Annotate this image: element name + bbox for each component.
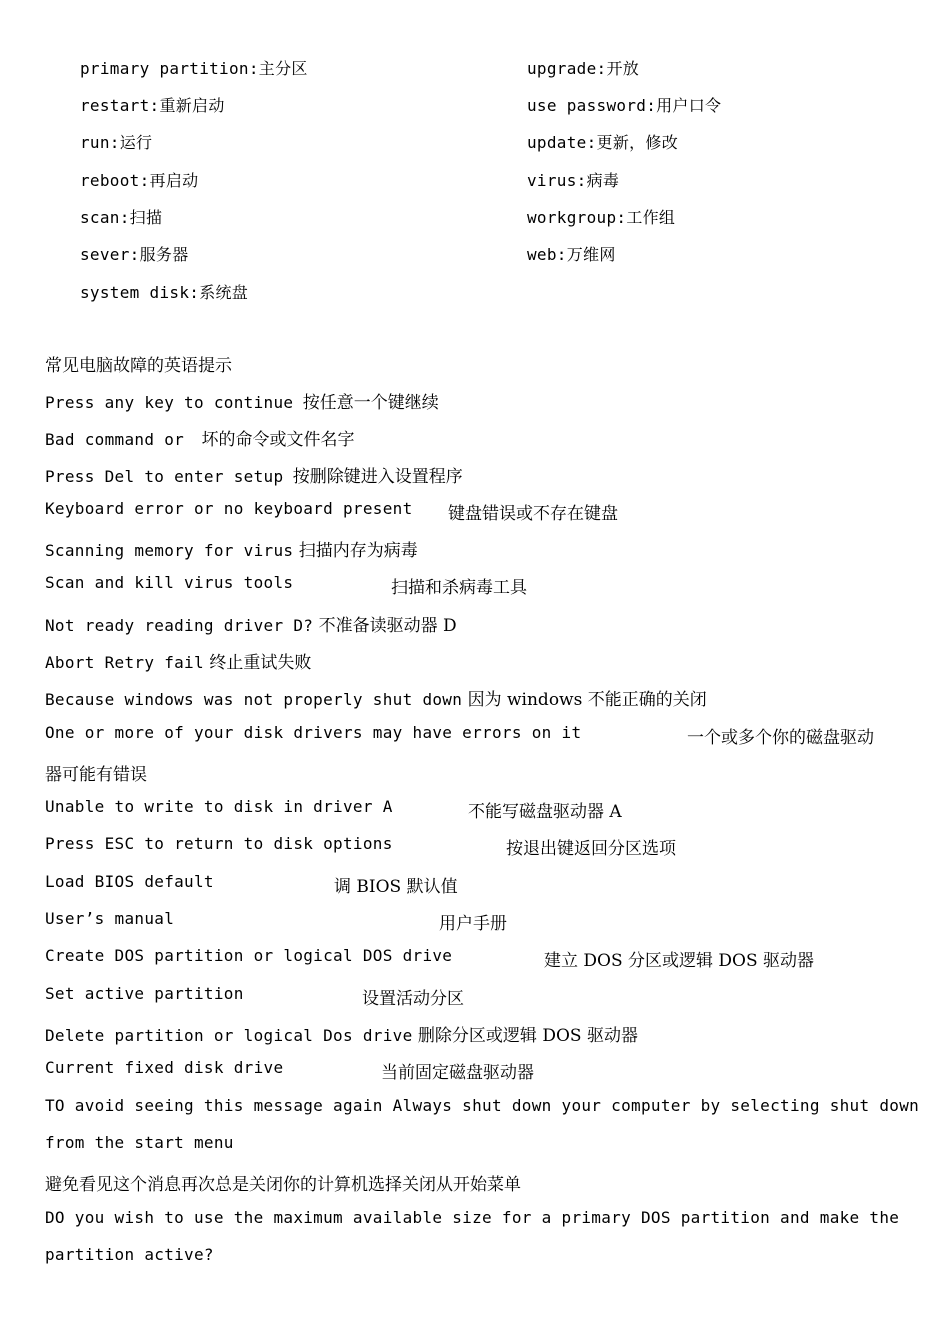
long-message-en: TO avoid seeing this message again Always shut down your computer by selecting shut down [45,1096,920,1115]
message-zh: 删除分区或逻辑 DOS 驱动器 [417,1026,638,1046]
message-zh: 按任意一个键继续 [302,393,439,413]
message-zh: 不准备读驱动器 D [318,616,457,636]
long-message-zh: 避免看见这个消息再次总是关闭你的计算机选择关闭从开始菜单 [45,1175,521,1195]
final-question-text: partition active? [45,1245,214,1264]
message-line [45,648,311,673]
message-en: Bad command or [45,430,185,449]
message-en: Scanning memory for virus [45,541,294,560]
message-en: Set active partition [45,984,244,1003]
message-zh: 不能写磁盘驱动器 A [468,802,622,822]
message-zh: 按退出键返回分区选项 [506,839,676,859]
glossary-item: primary partition:主分区 [80,59,308,78]
message-en: Scan and kill virus tools [45,573,294,592]
final-question-line-continued [45,1245,214,1265]
glossary-item: upgrade:开放 [527,59,640,78]
message-en: One or more of your disk drivers may have errors on it [45,723,582,742]
message-en: User’s manual [45,909,175,928]
message-line [45,797,393,817]
message-zh: 当前固定磁盘驱动器 [381,1063,534,1083]
message-en: Create DOS partition or logical DOS drive [45,946,453,965]
message-line [45,946,452,966]
message-en: Abort Retry fail [45,653,204,672]
message-zh: 坏的命令或文件名字 [201,430,355,450]
message-line [45,984,244,1004]
glossary-item: system disk:系统盘 [80,283,249,302]
section-title: 常见电脑故障的英语提示 [45,356,232,376]
long-message-line-continued [45,1133,234,1153]
message-line [45,1021,638,1046]
message-en: Press ESC to return to disk options [45,834,393,853]
message-line [45,388,439,413]
glossary-item: web:万维网 [527,245,616,264]
glossary-item: restart:重新启动 [80,96,225,115]
message-zh: 扫描内存为病毒 [298,541,418,561]
final-question-line [45,1208,899,1228]
message-zh: 因为 windows 不能正确的关闭 [467,690,707,710]
message-zh: 调 BIOS 默认值 [334,877,458,897]
glossary-item: workgroup:工作组 [527,208,676,227]
message-line [45,909,174,929]
message-line [45,834,393,854]
message-zh: 按删除键进入设置程序 [292,467,463,487]
final-question-text: DO you wish to use the maximum available size for a primary DOS partition and make the [45,1208,900,1227]
glossary-item: reboot:再启动 [80,171,199,190]
glossary-item: run:运行 [80,133,153,152]
message-line [45,536,418,561]
message-en: Keyboard error or no keyboard present [45,499,413,518]
message-line [45,425,354,450]
glossary-item: use password:用户口令 [527,96,722,115]
message-en: Load BIOS default [45,872,214,891]
message-line [45,573,293,593]
message-line [45,462,463,487]
message-en: Current fixed disk drive [45,1058,284,1077]
message-line-continued: 器可能有错误 [45,765,147,785]
long-message-en: from the start menu [45,1133,234,1152]
message-zh: 建立 DOS 分区或逻辑 DOS 驱动器 [544,951,815,971]
message-en: Press Del to enter setup [45,467,284,486]
message-zh: 终止重试失败 [209,653,312,673]
message-en: Not ready reading driver D? [45,616,314,635]
message-line [45,499,413,519]
glossary-item: sever:服务器 [80,245,189,264]
message-zh: 一个或多个你的磁盘驱动 [687,728,874,748]
message-line [45,611,457,636]
long-message-line [45,1096,919,1116]
message-en: Delete partition or logical Dos drive [45,1026,413,1045]
message-line [45,1058,283,1078]
message-en: Unable to write to disk in driver A [45,797,393,816]
glossary-item: scan:扫描 [80,208,163,227]
message-zh: 键盘错误或不存在键盘 [448,504,618,524]
message-zh: 用户手册 [439,914,507,934]
message-zh: 设置活动分区 [362,989,464,1009]
message-line [45,872,214,892]
message-line [45,723,581,743]
message-en: Press any key to continue [45,393,294,412]
message-en: Because windows was not properly shut down [45,690,463,709]
message-line [45,685,707,710]
glossary-item: update:更新，修改 [527,133,679,152]
message-zh: 扫描和杀病毒工具 [391,578,527,598]
glossary-item: virus:病毒 [527,171,620,190]
